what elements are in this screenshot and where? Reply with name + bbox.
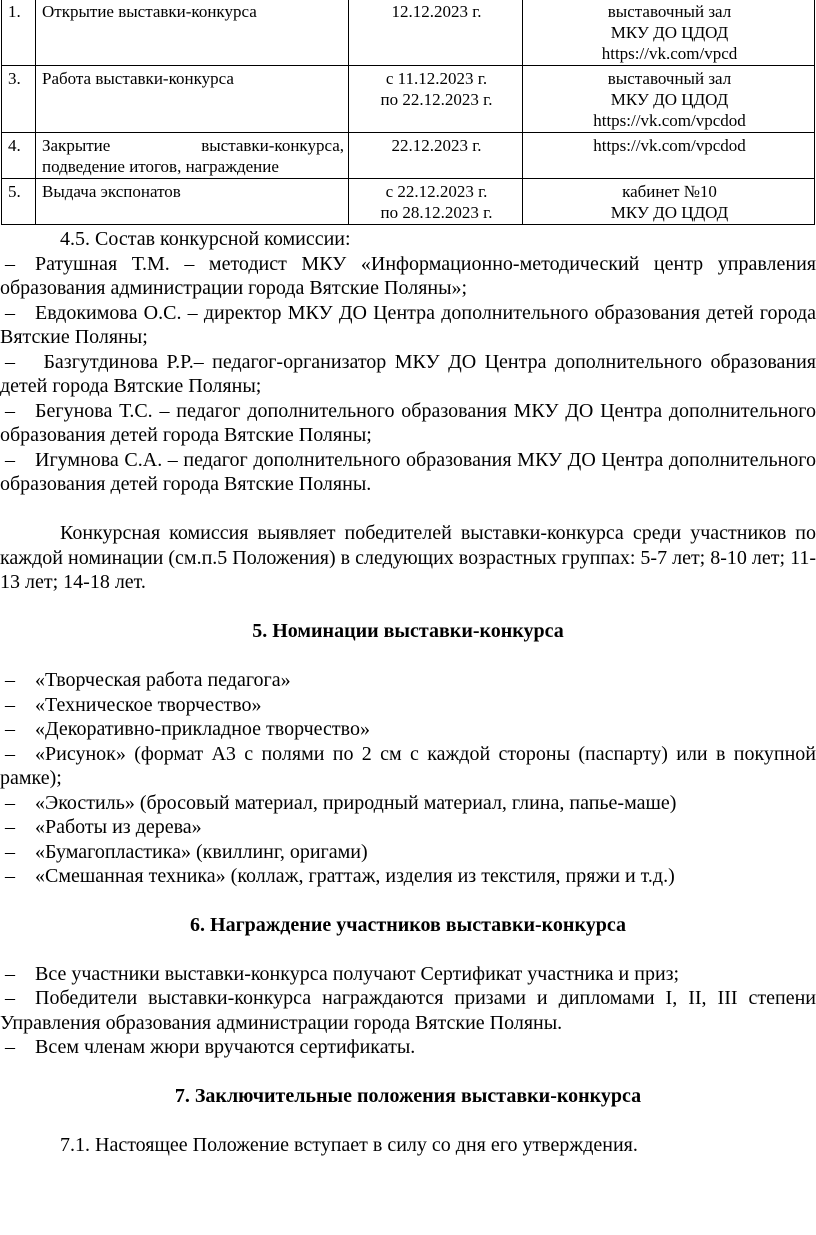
dash-mark: – [5,252,15,275]
commission-member: – Бегунова Т.С. – педагог дополнительного образования МКУ ДО Центра дополнительного образования детей города Вятские Поляны; [0,399,816,446]
nomination-item: – «Бумагопластика» (квиллинг, оригами) [5,840,368,863]
place-line: выставочный зал [607,69,732,88]
nomination-item: – «Смешанная техника» (коллаж, граттаж, изделия из текстиля, пряжи и т.д.) [5,865,675,887]
spacer [0,937,816,962]
table-row [2,66,815,133]
nomination-item: – «Декоративно-прикладное творчество» [5,718,370,740]
spacer [0,595,816,620]
commission-member: – Игумнова С.А. – педагог дополнительного образования МКУ ДО Центра дополнительного образования детей города Вятские Поляны. [0,448,816,495]
date-line: по 28.12.2023 г. [380,203,493,222]
event-cell: Работа выставки-конкурса [36,66,349,133]
dash-mark: – [5,350,15,373]
place-line: МКУ ДО ЦДОД [610,90,729,109]
award-item: – Все участники выставки-конкурса получают Сертификат участника и приз; [5,962,680,985]
section-6-heading: 6. Награждение участников выставки-конкурса [190,913,626,936]
dash-mark: – [5,718,15,740]
date-cell [349,133,523,179]
commission-member: – Евдокимова О.С. – директор МКУ ДО Центра дополнительного образования детей города Вятские Поляны; [0,301,816,348]
date-cell [349,0,523,66]
section-7-paragraph: 7.1. Настоящее Положение вступает в силу со дня его утверждения. [60,1133,638,1156]
table-row [2,133,815,179]
date-line: с 11.12.2023 г. [385,69,488,88]
spacer [0,497,816,522]
spacer [0,644,816,669]
dash-mark: – [5,742,15,765]
place-cell [523,0,815,66]
dash-mark: – [5,816,15,838]
row-number: 4. [2,133,36,179]
table-row [2,179,815,225]
dash-mark: – [5,399,15,422]
dash-mark: – [5,865,15,887]
table-row [2,0,815,66]
place-line: МКУ ДО ЦДОД [610,23,729,42]
commission-member: – Базгутдинова Р.Р.– педагог-организатор МКУ ДО Центра дополнительного образования детей города Вятские Поляны; [0,350,816,397]
place-line: МКУ ДО ЦДОД [610,203,729,222]
place-line: выставочный зал [607,2,732,21]
dash-mark: – [5,791,15,814]
commission-title: 4.5. Состав конкурсной комиссии: [60,228,351,250]
place-cell [523,179,815,225]
event-cell [36,133,349,179]
commission-member: – Ратушная Т.М. – методист МКУ «Информационно-методический центр управления образования администрации города Вятские Поляны»; [0,252,816,299]
dash-mark: – [5,669,15,691]
date-line: 12.12.2023 г. [391,2,482,21]
nomination-item: – «Рисунок» (формат А3 с полями по 2 см с каждой стороны (паспарту) или в покупной рамке); [0,742,816,789]
date-line: с 22.12.2023 г. [385,182,488,201]
date-line: 22.12.2023 г. [391,136,482,155]
event-cell: Открытие выставки-конкурса [36,0,349,66]
dash-mark: – [5,693,15,716]
place-cell [523,133,815,179]
event-line: подведение итогов, награждение [42,157,279,176]
dash-mark: – [5,448,15,471]
dash-mark: – [5,301,15,324]
row-number: 5. [2,179,36,225]
spacer [0,1060,816,1084]
place-link: https://vk.com/vpcd [601,44,738,63]
commission-note: Конкурсная комиссия выявляет победителей выставки-конкурса среди участников по каждой номинации (см.п.5 Положения) в следующих возрастных группах: 5-7 лет; 8-10 лет; 11-13 лет; 14-18 лет. [0,522,816,593]
spacer [0,1108,816,1133]
document-body [0,227,816,1157]
row-number: 3. [2,66,36,133]
date-cell [349,179,523,225]
nomination-item: – «Экостиль» (бросовый материал, природный материал, глина, папье-маше) [5,791,677,814]
place-link: https://vk.com/vpcdod [593,111,746,130]
dash-mark: – [5,987,15,1009]
nomination-item: – «Творческая работа педагога» [5,669,291,691]
award-item: – Всем членам жюри вручаются сертификаты. [5,1036,416,1058]
nomination-item: – «Техническое творчество» [5,693,262,716]
event-cell: Выдача экспонатов [36,179,349,225]
section-5-heading: 5. Номинации выставки-конкурса [252,620,564,642]
row-number: 1. [2,0,36,66]
dash-mark: – [5,962,15,985]
dash-mark: – [5,1036,15,1058]
award-item: – Победители выставки-конкурса награждаются призами и дипломами I, II, III степени Управления образования администрации города Вятские Поляны. [0,987,816,1034]
place-link: https://vk.com/vpcdod [593,136,746,155]
spacer [0,889,816,913]
event-line: Закрытие выставки-конкурса, [42,136,344,155]
nomination-item: – «Работы из дерева» [5,816,202,838]
place-line: кабинет №10 [622,182,717,201]
date-line: по 22.12.2023 г. [380,90,493,109]
dash-mark: – [5,840,15,863]
schedule-table [1,0,815,225]
section-7-heading: 7. Заключительные положения выставки-конкурса [174,1084,642,1107]
date-cell [349,66,523,133]
place-cell [523,66,815,133]
